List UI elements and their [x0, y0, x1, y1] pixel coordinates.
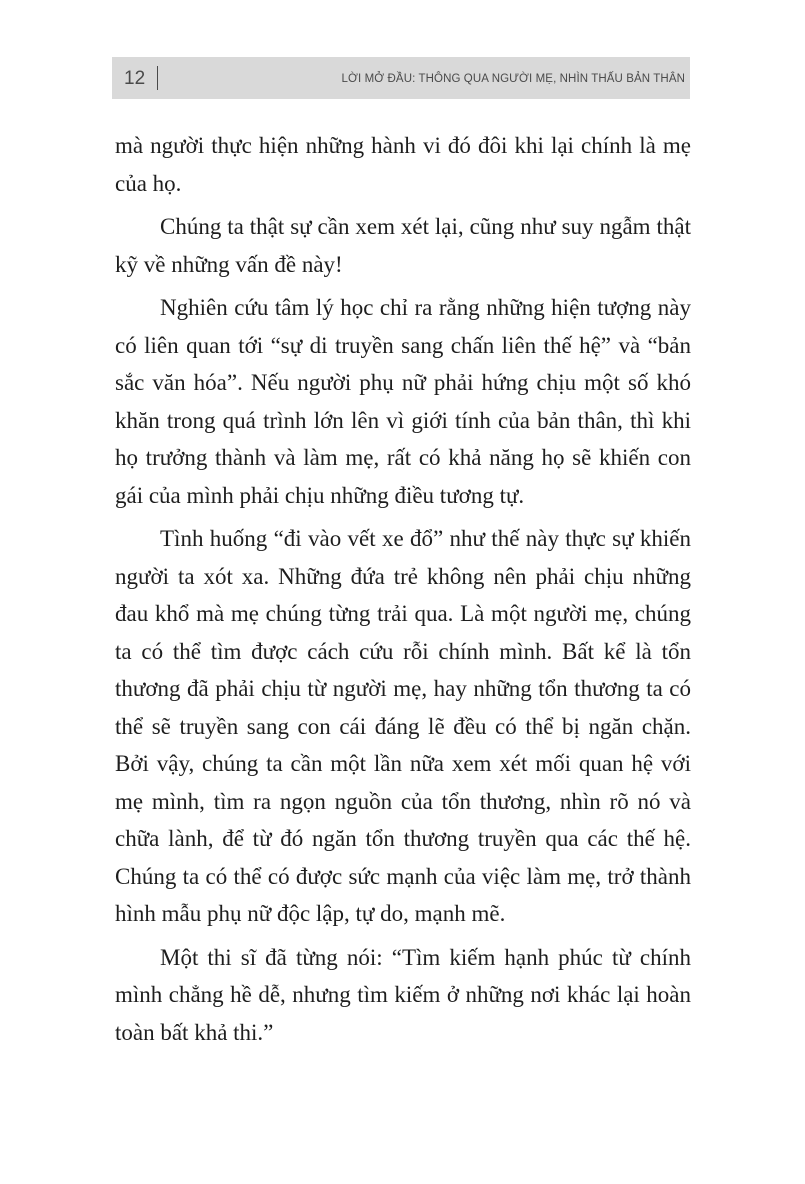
paragraph: Một thi sĩ đã từng nói: “Tìm kiếm hạnh phúc từ chính mình chẳng hề dễ, nhưng tìm kiếm ở những nơi khác lại hoàn toàn bất khả thi.” — [115, 944, 691, 1045]
paragraph: Chúng ta thật sự cần xem xét lại, cũng như suy ngẫm thật kỹ về những vấn đề này! — [115, 214, 691, 277]
page-body — [115, 127, 691, 1057]
paragraph: Nghiên cứu tâm lý học chỉ ra rằng những hiện tượng này có liên quan tới “sự di truyền sang chấn liên thế hệ” và “bản sắc văn hóa”. Nếu người phụ nữ phải hứng chịu một số khó khăn trong quá trình lớn lên vì giới tính của bản thân, thì khi họ trưởng thành và làm mẹ, rất có khả năng họ sẽ khiến con gái của mình phải chịu những điều tương tự. — [115, 295, 691, 508]
paragraph: Tình huống “đi vào vết xe đổ” như thế này thực sự khiến người ta xót xa. Những đứa trẻ không nên phải chịu những đau khổ mà mẹ chúng từng trải qua. Là một người mẹ, chúng ta có thể tìm được cách cứu rỗi chính mình. Bất kể là tổn thương đã phải chịu từ người mẹ, hay những tổn thương ta có thể sẽ truyền sang con cái đáng lẽ đều có thể bị ngăn chặn. Bởi vậy, chúng ta cần một lần nữa xem xét mối quan hệ với mẹ mình, tìm ra ngọn nguồn của tổn thương, nhìn rõ nó và chữa lành, để từ đó ngăn tổn thương truyền qua các thế hệ. Chúng ta có thể có được sức mạnh của việc làm mẹ, trở thành hình mẫu phụ nữ độc lập, tự do, mạnh mẽ. — [115, 526, 691, 926]
chapter-title: LỜI MỞ ĐẦU: THÔNG QUA NGƯỜI MẸ, NHÌN THẤU BẢN THÂN — [341, 73, 685, 85]
header-divider — [157, 66, 158, 90]
paragraph: mà người thực hiện những hành vi đó đôi khi lại chính là mẹ của họ. — [115, 133, 691, 196]
page-number: 12 — [124, 68, 146, 89]
